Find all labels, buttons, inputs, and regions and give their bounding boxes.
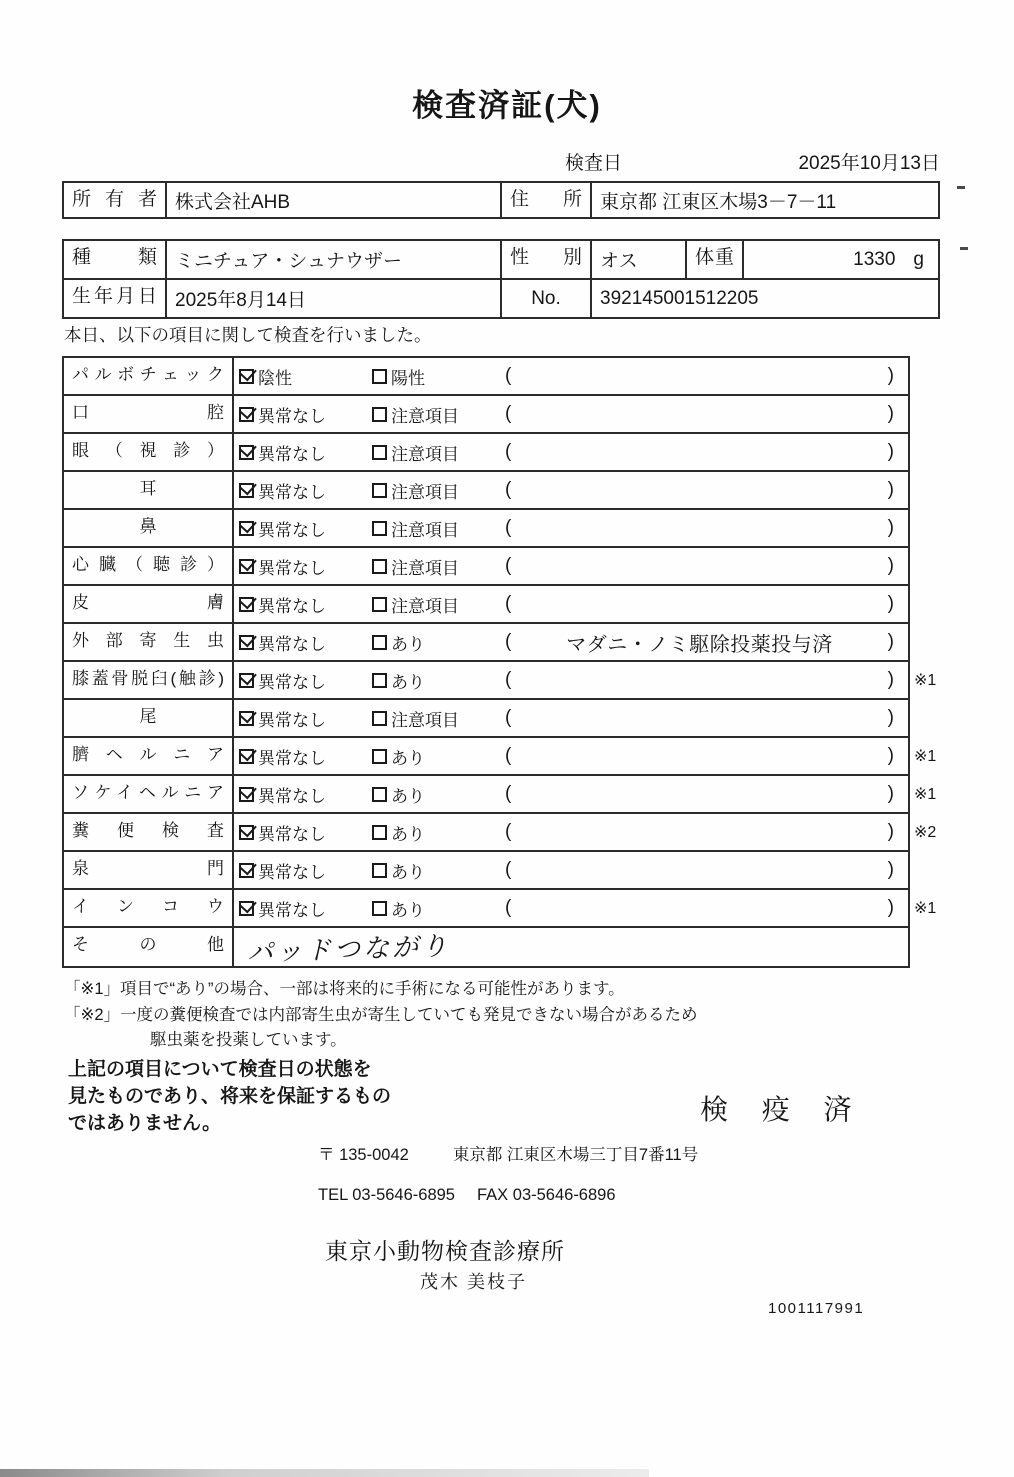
paren-open: ( — [505, 517, 512, 538]
footnote-mark: ※2 — [914, 824, 937, 841]
paren-open: ( — [505, 365, 512, 386]
ok-option-label: 異常なし — [258, 558, 326, 578]
ng-option — [372, 782, 505, 807]
scan-artifact — [957, 186, 965, 189]
paren-close: ) — [887, 365, 894, 386]
paren-note: マダニ・ノミ駆除投薬投与済 — [566, 633, 833, 656]
paren-open: ( — [505, 441, 512, 462]
inspection-date-value: 2025年10月13日 — [798, 153, 940, 174]
ok-option-label: 異常なし — [258, 710, 326, 730]
ng-option — [372, 744, 505, 769]
quarantine-stamp: 検 疫 済 — [700, 1094, 865, 1125]
row-content — [234, 890, 908, 926]
ok-option — [239, 858, 372, 883]
inspection-date-row — [565, 148, 940, 175]
table-row — [64, 510, 908, 548]
item-label: 眼（視診） — [64, 434, 234, 470]
paren-close: ) — [887, 479, 894, 500]
ok-option-label: 異常なし — [258, 862, 326, 882]
item-label: 尾 — [64, 700, 234, 736]
row-content — [234, 586, 908, 622]
item-label: 耳 — [64, 472, 234, 508]
paren-area — [505, 859, 908, 881]
ng-checkbox-icon — [372, 749, 387, 764]
scan-edge-shadow — [0, 1469, 649, 1477]
row-content — [234, 358, 908, 394]
item-label: 糞便検査 — [64, 814, 234, 850]
ng-checkbox-icon — [372, 635, 387, 650]
document-title: 検査済証(犬) — [412, 88, 602, 123]
ok-checkbox-icon — [239, 863, 254, 878]
ng-option — [372, 668, 505, 693]
footnote-mark: ※1 — [914, 786, 937, 803]
table-row — [64, 472, 908, 510]
row-content — [234, 472, 908, 508]
sex-value: オス — [592, 241, 687, 278]
disclaimer-line: 上記の項目について検査日の状態を — [68, 1059, 372, 1080]
ok-option-label: 異常なし — [258, 406, 326, 426]
paren-close: ) — [887, 555, 894, 576]
ok-checkbox-icon — [239, 597, 254, 612]
birthdate-label: 生年月日 — [64, 280, 167, 317]
ng-checkbox-icon — [372, 901, 387, 916]
paren-close: ) — [887, 897, 894, 918]
table-row — [64, 358, 908, 396]
weight-value-cell — [744, 241, 938, 278]
paren-open: ( — [505, 403, 512, 424]
sex-label: 性別 — [502, 241, 592, 278]
paren-open: ( — [505, 555, 512, 576]
item-label: パルボチェック — [64, 358, 234, 394]
veterinarian-name: 茂木 美枝子 — [420, 1272, 528, 1292]
row-content — [234, 510, 908, 546]
row-content — [234, 928, 908, 969]
ok-option — [239, 364, 372, 389]
footnote-2-line2: 駆虫薬を投薬しています。 — [150, 1031, 347, 1049]
paren-area — [505, 479, 908, 501]
number-label: No. — [502, 280, 592, 317]
ok-option-label: 異常なし — [258, 596, 326, 616]
ng-checkbox-icon — [372, 673, 387, 688]
item-label: 口腔 — [64, 396, 234, 432]
ok-option — [239, 630, 372, 655]
ok-checkbox-icon — [239, 749, 254, 764]
item-label: インコウ — [64, 890, 234, 926]
ok-option-label: 陰性 — [258, 368, 292, 388]
ok-option — [239, 668, 372, 693]
ng-checkbox-icon — [372, 597, 387, 612]
ng-option-label: あり — [391, 900, 425, 920]
ng-option-label: 陽性 — [391, 368, 425, 388]
paren-open: ( — [505, 707, 512, 728]
ok-checkbox-icon — [239, 483, 254, 498]
paren-open: ( — [505, 593, 512, 614]
item-label: 泉門 — [64, 852, 234, 888]
ok-option-label: 異常なし — [258, 672, 326, 692]
ng-checkbox-icon — [372, 559, 387, 574]
ok-option — [239, 478, 372, 503]
row-content — [234, 738, 908, 774]
paren-open: ( — [505, 897, 512, 918]
ng-option-label: 注意項目 — [391, 558, 459, 578]
item-label: 心臓（聴診） — [64, 548, 234, 584]
ng-option — [372, 820, 505, 845]
ok-option-label: 異常なし — [258, 444, 326, 464]
row-content — [234, 548, 908, 584]
paren-open: ( — [505, 821, 512, 842]
checklist-table — [62, 356, 937, 969]
paren-open: ( — [505, 783, 512, 804]
ok-option — [239, 440, 372, 465]
row-content — [234, 624, 908, 660]
paren-area — [505, 707, 908, 729]
ok-option — [239, 402, 372, 427]
ng-option-label: 注意項目 — [391, 406, 459, 426]
paren-close: ) — [887, 745, 894, 766]
paren-area — [505, 821, 908, 843]
ng-checkbox-icon — [372, 787, 387, 802]
ok-checkbox-icon — [239, 825, 254, 840]
ng-option-label: あり — [391, 634, 425, 654]
ok-option — [239, 516, 372, 541]
paren-open: ( — [505, 745, 512, 766]
paren-area — [505, 441, 908, 463]
ng-option — [372, 706, 505, 731]
table-row — [64, 890, 937, 928]
paren-close: ) — [887, 403, 894, 424]
ng-checkbox-icon — [372, 521, 387, 536]
footnote-1: 「※1」項目で“あり”の場合、一部は将来的に手術になる可能性があります。 — [64, 980, 625, 998]
table-row — [64, 586, 908, 624]
paren-area — [505, 628, 908, 657]
ng-checkbox-icon — [372, 863, 387, 878]
ok-option — [239, 782, 372, 807]
paren-area — [505, 745, 908, 767]
paren-area — [505, 897, 908, 919]
ng-option — [372, 440, 505, 465]
ok-checkbox-icon — [239, 445, 254, 460]
clinic-address: 東京都 江東区木場三丁目7番11号 — [452, 1146, 699, 1164]
ng-option — [372, 478, 505, 503]
pet-info-table — [62, 239, 940, 319]
ng-checkbox-icon — [372, 825, 387, 840]
paren-area — [505, 517, 908, 539]
owner-label: 所有者 — [64, 183, 167, 217]
breed-label: 種類 — [64, 241, 167, 278]
clinic-fax: FAX 03-5646-6896 — [477, 1186, 616, 1204]
item-label: 皮膚 — [64, 586, 234, 622]
paren-close: ) — [887, 821, 894, 842]
address-label: 住所 — [502, 183, 592, 217]
intro-text: 本日、以下の項目に関して検査を行いました。 — [64, 325, 432, 345]
ng-option-label: 注意項目 — [391, 710, 459, 730]
ok-option — [239, 554, 372, 579]
paren-area — [505, 669, 908, 691]
ng-checkbox-icon — [372, 711, 387, 726]
ok-option-label: 異常なし — [258, 900, 326, 920]
ng-option-label: あり — [391, 672, 425, 692]
ng-checkbox-icon — [372, 369, 387, 384]
footnote-mark: ※1 — [914, 900, 937, 917]
ng-option — [372, 858, 505, 883]
paren-close: ) — [887, 859, 894, 880]
clinic-address-row — [318, 1141, 698, 1165]
paren-close: ) — [887, 593, 894, 614]
disclaimer-text — [68, 1056, 391, 1137]
row-content — [234, 434, 908, 470]
ng-option — [372, 364, 505, 389]
ng-option-label: あり — [391, 786, 425, 806]
owner-value: 株式会社AHB — [167, 183, 502, 217]
scan-artifact — [960, 247, 968, 250]
ok-checkbox-icon — [239, 787, 254, 802]
ok-option-label: 異常なし — [258, 786, 326, 806]
weight-label: 体重 — [687, 241, 744, 278]
birthdate-value: 2025年8月14日 — [167, 280, 502, 317]
ng-option-label: あり — [391, 862, 425, 882]
clinic-postal-code: 〒 135-0042 — [318, 1146, 409, 1164]
row-content — [234, 662, 908, 698]
table-row — [64, 434, 908, 472]
ok-checkbox-icon — [239, 635, 254, 650]
row-content — [234, 776, 908, 812]
item-label: 鼻 — [64, 510, 234, 546]
paren-area — [505, 365, 908, 387]
row-content — [234, 814, 908, 850]
ok-checkbox-icon — [239, 521, 254, 536]
ok-option-label: 異常なし — [258, 748, 326, 768]
paren-open: ( — [505, 479, 512, 500]
table-row — [64, 928, 908, 969]
ng-option — [372, 896, 505, 921]
paren-open: ( — [505, 631, 512, 652]
document-number: 1001117991 — [768, 1300, 865, 1317]
row-content — [234, 852, 908, 888]
disclaimer-line: ではありません。 — [68, 1113, 222, 1134]
table-row — [64, 852, 908, 890]
ok-option-label: 異常なし — [258, 520, 326, 540]
table-row — [64, 700, 908, 738]
ok-option — [239, 896, 372, 921]
table-row — [64, 396, 908, 434]
paren-open: ( — [505, 859, 512, 880]
ok-checkbox-icon — [239, 559, 254, 574]
handwritten-note: パッドつながり — [246, 930, 451, 969]
ng-option-label: 注意項目 — [391, 444, 459, 464]
number-value: 392145001512205 — [600, 287, 759, 309]
paren-close: ) — [887, 669, 894, 690]
ng-option — [372, 554, 505, 579]
ok-checkbox-icon — [239, 711, 254, 726]
ok-option — [239, 706, 372, 731]
weight-value: 1330 — [853, 248, 896, 270]
paren-close: ) — [887, 783, 894, 804]
ng-option-label: 注意項目 — [391, 520, 459, 540]
ok-option-label: 異常なし — [258, 634, 326, 654]
table-row — [64, 280, 938, 317]
paren-close: ) — [887, 707, 894, 728]
table-row — [64, 814, 937, 852]
ng-checkbox-icon — [372, 445, 387, 460]
ok-option-label: 異常なし — [258, 824, 326, 844]
item-label: その他 — [64, 928, 234, 966]
ok-option — [239, 592, 372, 617]
clinic-contact-row — [318, 1186, 616, 1205]
clinic-name: 東京小動物検査診療所 — [325, 1238, 565, 1264]
owner-table — [62, 181, 940, 219]
table-row — [64, 548, 908, 586]
item-label: 膝蓋骨脱臼(触診) — [64, 662, 234, 698]
paren-area — [505, 403, 908, 425]
ok-checkbox-icon — [239, 673, 254, 688]
weight-unit: g — [913, 248, 924, 270]
footnote-mark: ※1 — [914, 748, 937, 765]
paren-open: ( — [505, 669, 512, 690]
footnote-2-line1: 「※2」一度の糞便検査では内部寄生虫が寄生していても発見できない場合があるため — [64, 1006, 698, 1024]
row-content — [234, 396, 908, 432]
footnote-mark: ※1 — [914, 672, 937, 689]
ok-option — [239, 744, 372, 769]
ng-option-label: あり — [391, 748, 425, 768]
ok-checkbox-icon — [239, 407, 254, 422]
paren-close: ) — [887, 517, 894, 538]
ng-option-label: あり — [391, 824, 425, 844]
ok-option-label: 異常なし — [258, 482, 326, 502]
table-row — [64, 776, 937, 814]
ng-option-label: 注意項目 — [391, 596, 459, 616]
ok-checkbox-icon — [239, 369, 254, 384]
inspection-date-label: 検査日 — [565, 153, 623, 174]
table-row — [64, 241, 938, 280]
paren-close: ) — [887, 631, 894, 652]
ng-checkbox-icon — [372, 483, 387, 498]
table-row — [64, 738, 937, 776]
ng-option — [372, 402, 505, 427]
item-label: 臍ヘルニア — [64, 738, 234, 774]
item-label: 外部寄生虫 — [64, 624, 234, 660]
ng-option — [372, 630, 505, 655]
breed-value: ミニチュア・シュナウザー — [167, 241, 502, 278]
row-content — [234, 700, 908, 736]
item-label: ソケイヘルニア — [64, 776, 234, 812]
paren-area — [505, 555, 908, 577]
ng-option-label: 注意項目 — [391, 482, 459, 502]
table-row — [64, 624, 908, 662]
paren-close: ) — [887, 441, 894, 462]
paren-area — [505, 593, 908, 615]
address-value: 東京都 江東区木場3－7－11 — [600, 191, 837, 213]
paren-area — [505, 783, 908, 805]
clinic-tel: TEL 03-5646-6895 — [318, 1186, 455, 1204]
ng-option — [372, 592, 505, 617]
ng-option — [372, 516, 505, 541]
disclaimer-line: 見たものであり、将来を保証するもの — [68, 1086, 392, 1107]
ng-checkbox-icon — [372, 407, 387, 422]
table-row — [64, 662, 937, 700]
ok-checkbox-icon — [239, 901, 254, 916]
ok-option — [239, 820, 372, 845]
